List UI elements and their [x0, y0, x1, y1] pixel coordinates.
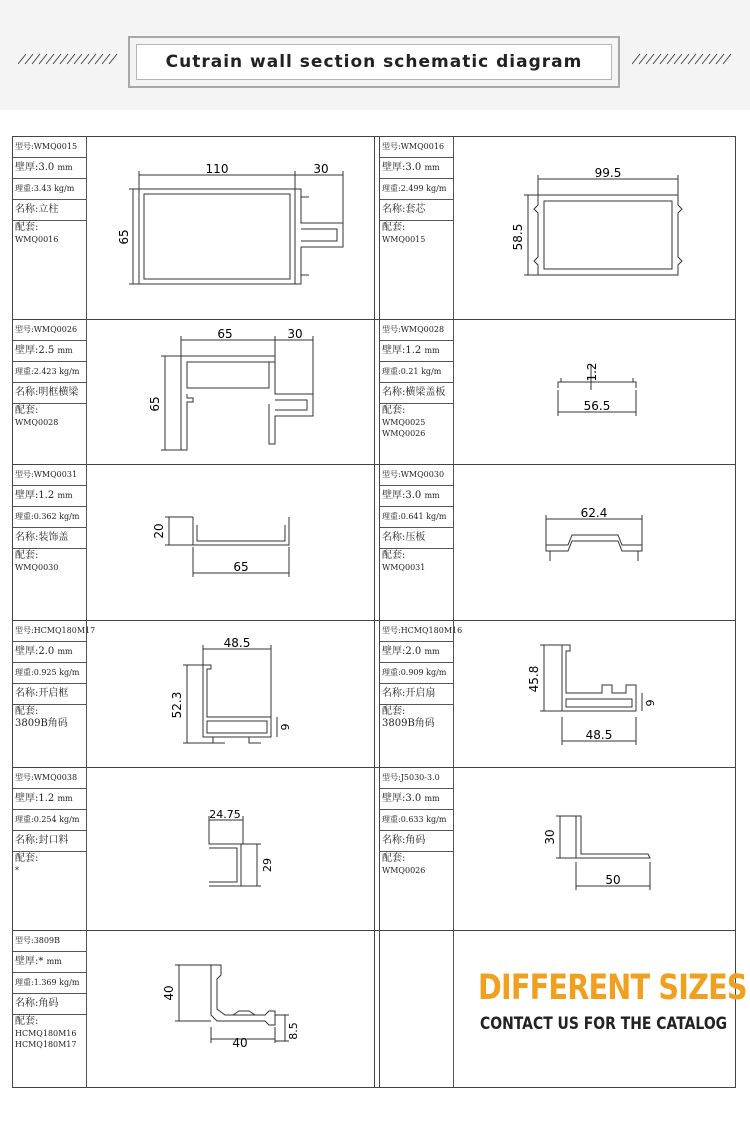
- profile-drawing: [380, 768, 735, 930]
- promo-card: [380, 931, 735, 1087]
- profile-drawing: [13, 465, 374, 620]
- svg-text:45.8: 45.8: [527, 665, 541, 693]
- section-card: [13, 320, 374, 464]
- svg-text:48.5: 48.5: [585, 728, 613, 742]
- section-card: [13, 137, 374, 319]
- section-card: [380, 137, 735, 319]
- profile-drawing: [380, 320, 735, 464]
- svg-text:62.4: 62.4: [580, 506, 608, 520]
- svg-text:65: 65: [148, 396, 162, 412]
- svg-text:56.5: 56.5: [583, 399, 611, 413]
- svg-text:48.5: 48.5: [223, 636, 251, 650]
- spec-block: 型号:3809B 壁厚:* mm 理重:1.369 kg/m 名称:角码 配套: HCMQ180M16 HCMQ180M17: [13, 931, 86, 1050]
- profile-drawing: [380, 621, 735, 767]
- svg-text:24.75: 24.75: [209, 808, 241, 821]
- section-card: [380, 320, 735, 464]
- svg-text:9: 9: [644, 699, 657, 707]
- spec-block: 型号:WMQ0030 壁厚:3.0 mm 理重:0.641 kg/m 名称:压板 配套: WMQ0031: [380, 465, 453, 573]
- page-title: Cutrain wall section schematic diagram: [165, 52, 583, 72]
- spec-block: 型号:WMQ0028 壁厚:1.2 mm 理重:0.21 kg/m 名称:横梁盖板 配套: WMQ0025 WMQ0026: [380, 320, 453, 439]
- hatch-decoration-left: [18, 52, 118, 66]
- svg-text:30: 30: [313, 162, 329, 176]
- profile-drawing: [380, 137, 735, 319]
- profile-drawing: [13, 768, 374, 930]
- svg-text:110: 110: [205, 162, 229, 176]
- svg-text:65: 65: [117, 229, 131, 245]
- spec-block: 型号:WMQ0026 壁厚:2.5 mm 理重:2.423 kg/m 名称:明框横梁 配套: WMQ0028: [13, 320, 86, 428]
- svg-text:1.2: 1.2: [585, 362, 599, 382]
- svg-text:40: 40: [162, 985, 176, 1001]
- svg-text:20: 20: [152, 523, 166, 539]
- section-card: [13, 621, 374, 767]
- profile-drawing: [13, 320, 374, 464]
- section-card: [13, 768, 374, 930]
- svg-text:30: 30: [287, 327, 303, 341]
- profile-drawing: [13, 137, 374, 319]
- svg-text:9: 9: [279, 723, 292, 731]
- section-card: [13, 931, 374, 1087]
- spec-block: 型号:HCMQ180M17 壁厚:2.0 mm 理重:0.925 kg/m 名称:开启框 配套: 3809B角码: [13, 621, 86, 729]
- profile-drawing: [13, 621, 374, 767]
- spec-block: 型号:WMQ0016 壁厚:3.0 mm 理重:2.499 kg/m 名称:套芯 配套: WMQ0015: [380, 137, 453, 245]
- profile-drawing: [13, 931, 374, 1087]
- spec-block: 型号:WMQ0015 壁厚:3.0 mm 理重:3.43 kg/m 名称:立柱 配套: WMQ0016: [13, 137, 86, 245]
- profile-drawing: [380, 465, 735, 620]
- svg-text:8.5: 8.5: [287, 1022, 300, 1040]
- column-divider: [374, 136, 375, 1088]
- svg-text:50: 50: [605, 873, 621, 887]
- spec-block: 型号:HCMQ180M16 壁厚:2.0 mm 理重:0.909 kg/m 名称:开启扇 配套: 3809B角码: [380, 621, 453, 729]
- svg-text:65: 65: [233, 560, 249, 574]
- svg-text:29: 29: [261, 858, 274, 872]
- section-card: [380, 621, 735, 767]
- section-card: [380, 465, 735, 620]
- spec-block: 型号:J5030-3.0 壁厚:3.0 mm 理重:0.633 kg/m 名称:角码 配套: WMQ0026: [380, 768, 453, 876]
- promo-headline: DIFFERENT SIZES: [478, 968, 747, 1008]
- hatch-decoration-right: [632, 52, 732, 66]
- spec-block: 型号:WMQ0038 壁厚:1.2 mm 理重:0.254 kg/m 名称:封口料 配套: *: [13, 768, 86, 876]
- svg-text:52.3: 52.3: [170, 691, 184, 719]
- section-card: [13, 465, 374, 620]
- svg-text:30: 30: [543, 829, 557, 845]
- svg-text:40: 40: [232, 1036, 248, 1050]
- header-band: [0, 0, 750, 110]
- spec-block: 型号:WMQ0031 壁厚:1.2 mm 理重:0.362 kg/m 名称:装饰盖 配套: WMQ0030: [13, 465, 86, 573]
- svg-text:58.5: 58.5: [511, 223, 525, 251]
- svg-text:99.5: 99.5: [594, 166, 622, 180]
- svg-text:65: 65: [217, 327, 233, 341]
- section-card: [380, 768, 735, 930]
- title-frame: [128, 36, 620, 88]
- promo-subline: CONTACT US FOR THE CATALOG: [480, 1014, 728, 1034]
